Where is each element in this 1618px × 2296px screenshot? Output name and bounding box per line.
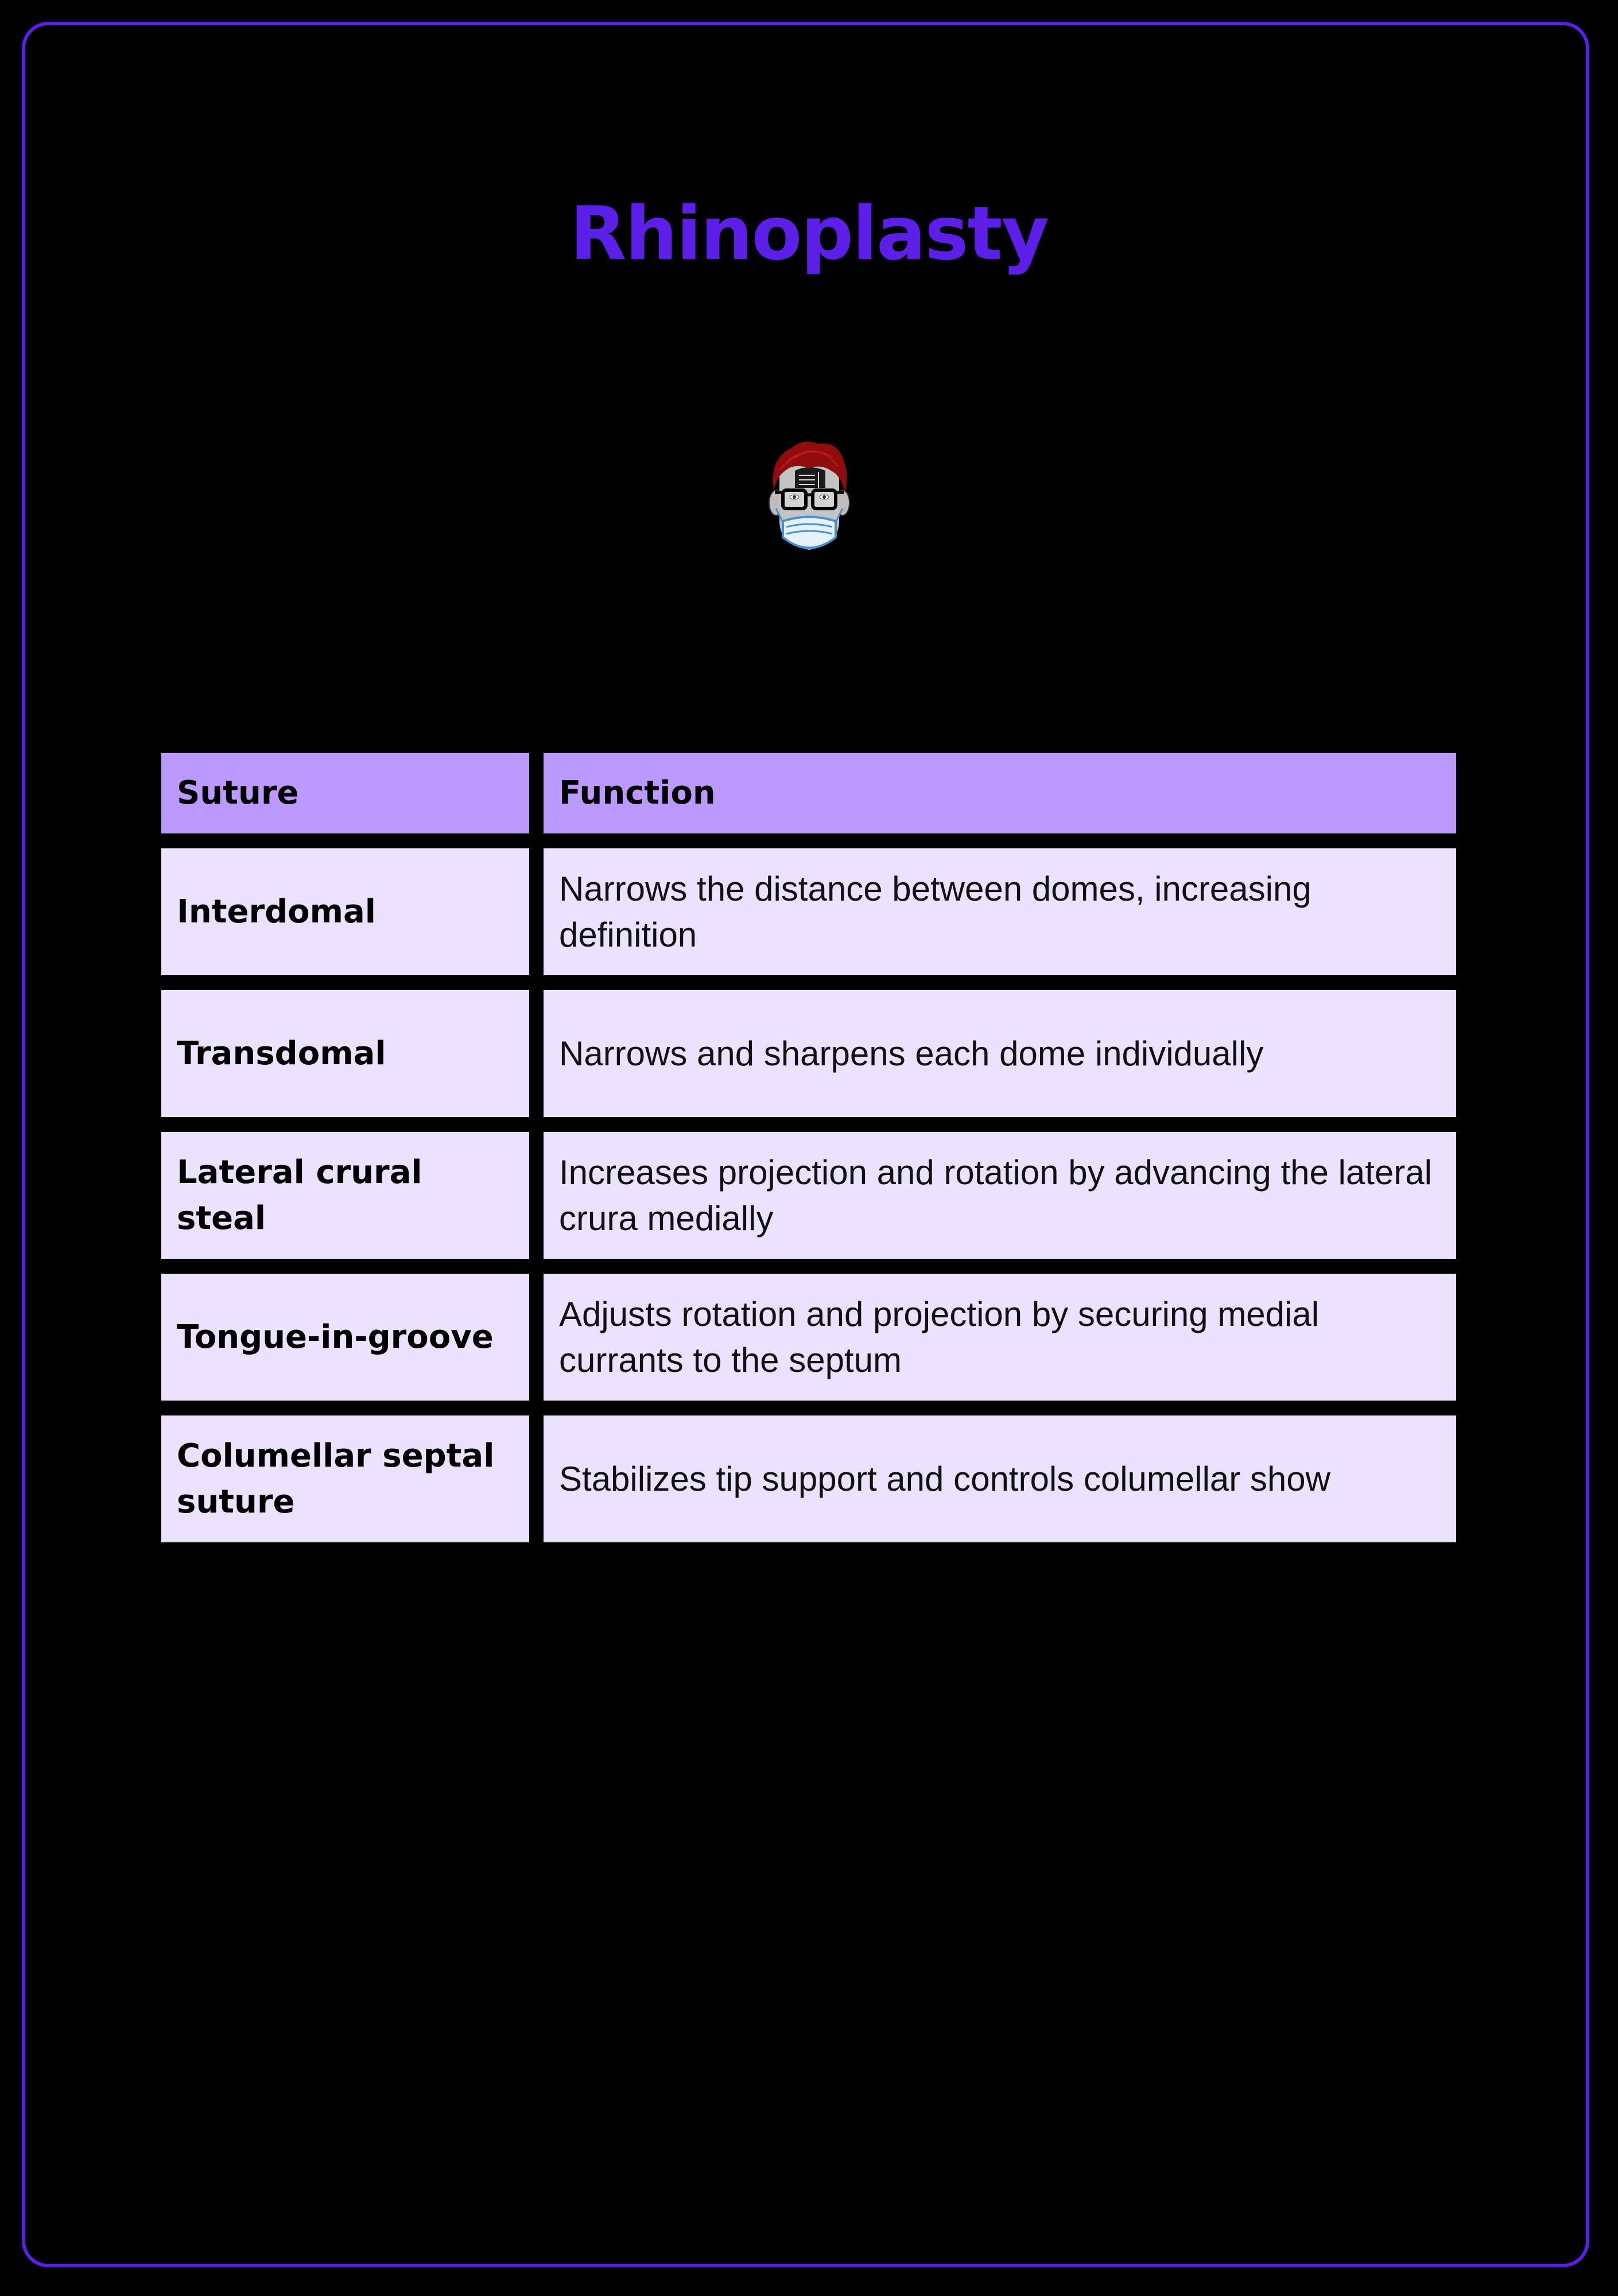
table-row <box>161 1415 1456 1542</box>
header-cell-function <box>544 753 1456 833</box>
table-row <box>161 990 1456 1117</box>
function-cell <box>544 1274 1456 1401</box>
function-cell <box>544 1132 1456 1259</box>
suture-name: Interdomal <box>177 893 376 930</box>
function-cell <box>544 990 1456 1117</box>
table-header-row <box>161 753 1456 833</box>
header-label: Function <box>559 774 716 812</box>
function-cell <box>544 1415 1456 1542</box>
suture-name: Columellar septal suture <box>177 1437 495 1521</box>
suture-cell <box>161 990 529 1117</box>
function-text: Adjusts rotation and projection by securing medial currants to the septum <box>559 1294 1320 1379</box>
table-row <box>161 1274 1456 1401</box>
suture-cell <box>161 1132 529 1259</box>
header-label: Suture <box>177 774 299 812</box>
function-text: Narrows the distance between domes, increasing definition <box>559 869 1312 954</box>
suture-name: Tongue-in-groove <box>177 1318 494 1356</box>
function-cell <box>544 848 1456 975</box>
page-title: Rhinoplasty <box>569 191 1049 277</box>
suture-cell <box>161 1415 529 1542</box>
suture-table <box>161 753 1456 1557</box>
suture-name: Transdomal <box>177 1034 386 1072</box>
function-text: Narrows and sharpens each dome individually <box>559 1034 1264 1073</box>
suture-cell <box>161 1274 529 1401</box>
table-row <box>161 848 1456 975</box>
function-text: Stabilizes tip support and controls columellar show <box>559 1459 1330 1498</box>
suture-name: Lateral crural steal <box>177 1153 422 1237</box>
suture-cell <box>161 848 529 975</box>
masked-doctor-avatar-icon <box>763 435 855 556</box>
table-row <box>161 1132 1456 1259</box>
function-text: Increases projection and rotation by advancing the lateral crura medially <box>559 1153 1432 1238</box>
header-cell-suture <box>161 753 529 833</box>
